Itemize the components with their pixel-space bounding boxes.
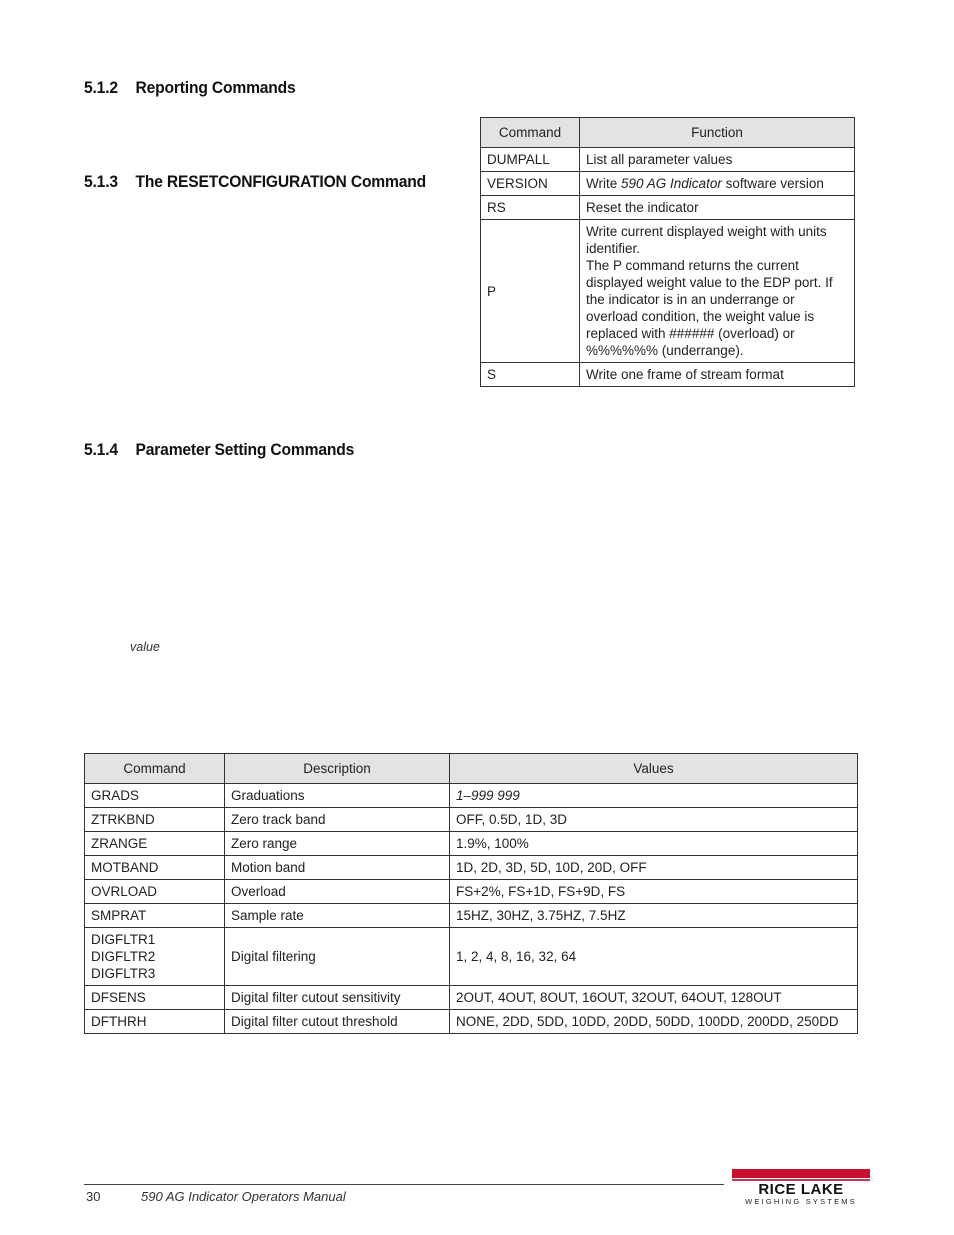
table-row [481,172,855,196]
product-name: 590 AG Indicator [621,176,722,191]
description-cell: Graduations [225,784,450,808]
command-cell: MOTBAND [85,856,225,880]
command-cell: DUMPALL [481,148,580,172]
description-cell: Overload [225,880,450,904]
command-cell: DFSENS [85,986,225,1010]
table-row [85,856,858,880]
command-line: DIGFLTR1 [91,932,156,947]
section-title: Parameter Setting Commands [135,440,355,459]
description-cell: Digital filter cutout threshold [225,1010,450,1034]
section-title: Reporting Commands [135,78,296,97]
parameter-commands-table [84,753,858,1034]
command-cell: VERSION [481,172,580,196]
function-cell [580,172,855,196]
values-cell: FS+2%, FS+1D, FS+9D, FS [450,880,858,904]
table-row [481,148,855,172]
values-cell: 1, 2, 4, 8, 16, 32, 64 [450,928,858,986]
description-cell: Motion band [225,856,450,880]
column-header: Command [85,754,225,784]
page-number: 30 [86,1189,101,1204]
function-text: software version [721,176,824,191]
column-header: Values [450,754,858,784]
manual-title: 590 AG Indicator Operators Manual [141,1189,346,1204]
values-cell: 1.9%, 100% [450,832,858,856]
section-number: 5.1.4 [84,440,118,459]
command-cell: ZRANGE [85,832,225,856]
column-header: Command [481,118,580,148]
table-row [85,1010,858,1034]
reporting-commands-table [480,117,855,387]
function-cell: Reset the indicator [580,196,855,220]
table-row [481,196,855,220]
description-cell: Sample rate [225,904,450,928]
function-text: Write [586,176,622,191]
values-cell: OFF, 0.5D, 1D, 3D [450,808,858,832]
values-cell: 1D, 2D, 3D, 5D, 10D, 20D, OFF [450,856,858,880]
command-line: DIGFLTR2 [91,949,156,964]
command-cell [85,928,225,986]
command-cell: GRADS [85,784,225,808]
command-cell: SMPRAT [85,904,225,928]
section-number: 5.1.3 [84,172,118,191]
values-cell: 1–999 999 [450,784,858,808]
section-heading-reporting-commands [84,78,296,98]
footer-rule [84,1184,724,1185]
command-cell: S [481,363,580,387]
table-row [85,880,858,904]
command-cell: DFTHRH [85,1010,225,1034]
table-row [85,928,858,986]
table-row [85,808,858,832]
values-cell: NONE, 2DD, 5DD, 10DD, 20DD, 50DD, 100DD, 200DD, 250DD [450,1010,858,1034]
logo-subtext: WEIGHING SYSTEMS [745,1197,857,1206]
function-line: The P command returns the current displayed weight value to the EDP port. If the indicator is in an underrange or overload condition, the weight value is replaced with ###### (overload) or %%%%%% (underrange). [586,258,833,358]
table-row [85,986,858,1010]
function-cell: List all parameter values [580,148,855,172]
command-line: DIGFLTR3 [91,966,156,981]
table-header-row [481,118,855,148]
command-cell: OVRLOAD [85,880,225,904]
table-row [481,363,855,387]
value-note: value [130,640,160,654]
table-row [85,904,858,928]
logo-wordmark: RICE LAKE [758,1181,844,1198]
description-cell: Digital filter cutout sensitivity [225,986,450,1010]
table-row [85,832,858,856]
command-cell: RS [481,196,580,220]
values-cell: 2OUT, 4OUT, 8OUT, 16OUT, 32OUT, 64OUT, 128OUT [450,986,858,1010]
table-row [481,220,855,363]
table-header-row [85,754,858,784]
function-cell: Write one frame of stream format [580,363,855,387]
column-header: Function [580,118,855,148]
function-line: Write current displayed weight with units identifier. [586,224,827,256]
description-cell: Zero track band [225,808,450,832]
command-cell: P [481,220,580,363]
section-heading-parameter-setting [84,440,354,460]
table-row [85,784,858,808]
section-number: 5.1.2 [84,78,118,97]
description-cell: Zero range [225,832,450,856]
column-header: Description [225,754,450,784]
values-cell: 15HZ, 30HZ, 3.75HZ, 7.5HZ [450,904,858,928]
section-title: The RESETCONFIGURATION Command [135,172,427,191]
command-cell: ZTRKBND [85,808,225,832]
rice-lake-logo [730,1167,872,1207]
description-cell: Digital filtering [225,928,450,986]
section-heading-resetconfiguration [84,172,426,192]
function-cell [580,220,855,363]
